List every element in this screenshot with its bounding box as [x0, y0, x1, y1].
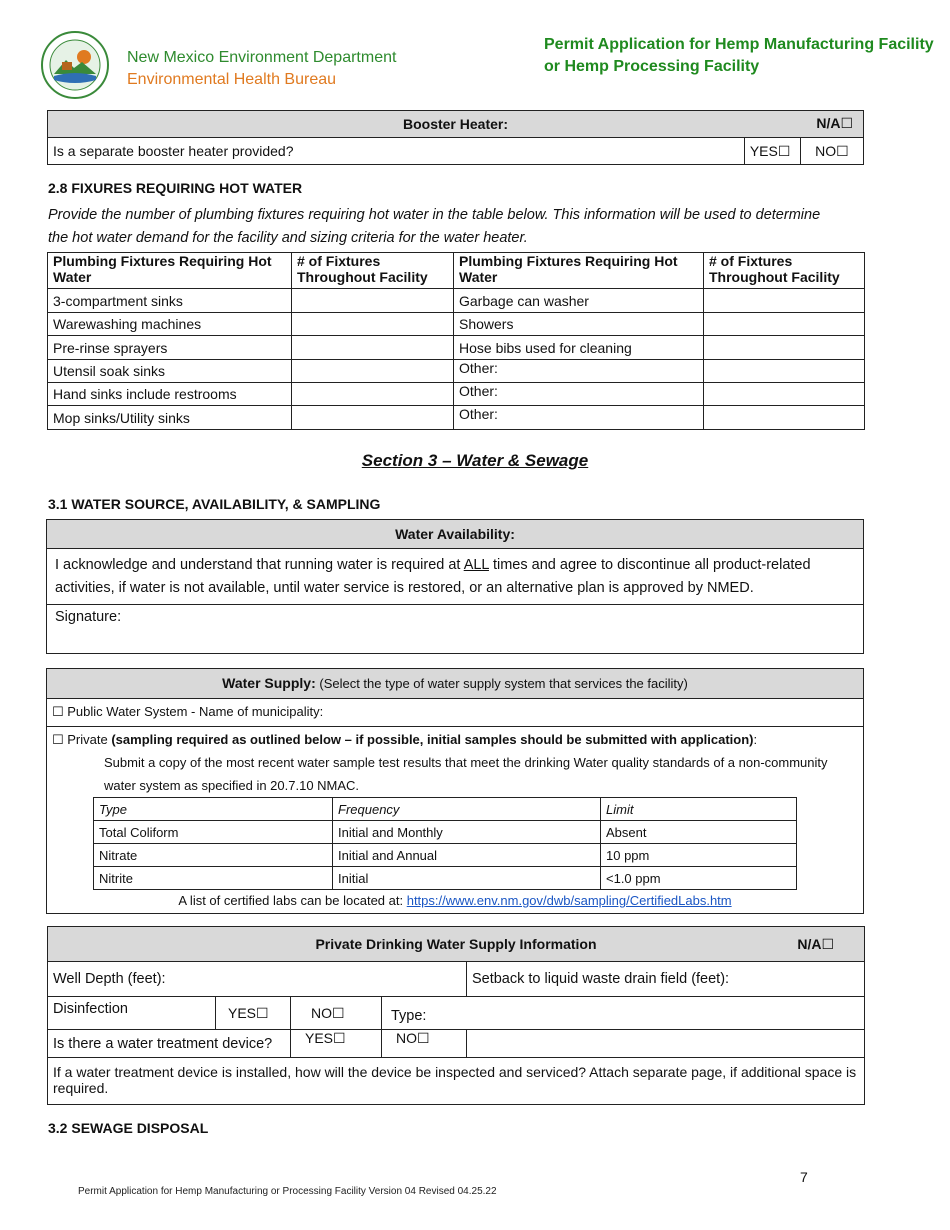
sampling-table: [93, 797, 797, 890]
table-row: [48, 289, 865, 313]
fixtures-col-header: Plumbing Fixtures Requiring Hot Water: [48, 253, 292, 289]
certified-labs-line: A list of certified labs can be located at: https://www.env.nm.gov/dwb/sampling/CertifiedLabs.htm: [178, 893, 732, 908]
fixture-label: Hand sinks include restrooms: [48, 383, 292, 406]
booster-question: Is a separate booster heater provided?: [48, 138, 745, 165]
sampling-limit: <1.0 ppm: [601, 867, 797, 890]
fixture-label: Garbage can washer: [454, 289, 704, 313]
org-name: New Mexico Environment Department: [127, 49, 397, 66]
sampling-frequency: Initial: [333, 867, 601, 890]
certified-labs-link[interactable]: https://www.env.nm.gov/dwb/sampling/CertifiedLabs.htm: [406, 893, 732, 908]
table-row: [48, 406, 865, 430]
booster-heater-header: [48, 111, 864, 138]
bureau-name: Environmental Health Bureau: [127, 71, 337, 88]
fixture-label: Hose bibs used for cleaning: [454, 336, 704, 360]
fixture-label: Other:: [454, 406, 704, 430]
fixture-count-input[interactable]: [292, 313, 454, 336]
sampling-type: Nitrite: [94, 867, 333, 890]
sampling-col-type: Type: [94, 798, 333, 821]
table-row: [48, 383, 865, 406]
disinfection-no-checkbox[interactable]: NO☐: [291, 997, 382, 1030]
fixtures-intro: Provide the number of plumbing fixtures requiring hot water in the table below. This information will be used to determine the hot water demand for the facility and sizing criteria for the water heater.: [48, 207, 821, 246]
nmed-logo: [40, 30, 110, 100]
disinfection-yes-checkbox[interactable]: YES☐: [216, 997, 291, 1030]
fixture-label: Other:: [454, 383, 704, 406]
fixture-label: 3-compartment sinks: [48, 289, 292, 313]
document-title: Permit Application for Hemp Manufacturing Facility or Hemp Processing Facility: [544, 36, 934, 75]
sampling-limit: Absent: [601, 821, 797, 844]
private-water-info-table: [47, 926, 865, 1105]
treatment-yes-checkbox[interactable]: YES☐: [291, 1030, 382, 1058]
sampling-frequency: Initial and Monthly: [333, 821, 601, 844]
sampling-col-frequency: Frequency: [333, 798, 601, 821]
signature-label: Signature:: [55, 609, 122, 625]
page-number: 7: [800, 1169, 808, 1185]
fixtures-count-col-header: # of Fixtures Throughout Facility: [292, 253, 454, 289]
table-row: [94, 821, 797, 844]
private-sampling-instructions: Submit a copy of the most recent water sample test results that meet the drinking Water quality standards of a non-community water system as specified in 20.7.10 NMAC.: [104, 755, 828, 793]
booster-na-checkbox[interactable]: N/A☐: [816, 115, 853, 131]
footer-text: Permit Application for Hemp Manufacturing or Processing Facility Version 04 Revised 04.25.22: [78, 1186, 497, 1197]
treatment-inspection-field[interactable]: If a water treatment device is installed, how will the device be inspected and serviced? Attach separate page, if additional space is required.: [48, 1058, 865, 1105]
private-water-option[interactable]: ☐ Private (sampling required as outlined below – if possible, initial samples should be submitted with application):: [52, 732, 758, 747]
fixture-label: Pre-rinse sprayers: [48, 336, 292, 360]
fixture-count-input[interactable]: [292, 360, 454, 383]
water-availability-table: [46, 519, 864, 654]
table-row: [48, 360, 865, 383]
treatment-blank: [466, 1030, 864, 1058]
treatment-device-question: Is there a water treatment device?: [48, 1030, 291, 1058]
fixture-label: Mop sinks/Utility sinks: [48, 406, 292, 430]
fixture-count-input[interactable]: [704, 360, 865, 383]
fixtures-table: [47, 252, 865, 430]
fixture-label: Other:: [454, 360, 704, 383]
public-water-system-option[interactable]: ☐ Public Water System - Name of municipality:: [47, 699, 863, 727]
booster-heater-title: Booster Heater:: [402, 116, 509, 132]
sampling-type: Total Coliform: [94, 821, 333, 844]
section-3-title: Section 3 – Water & Sewage: [361, 451, 589, 470]
well-depth-field[interactable]: Well Depth (feet):: [48, 962, 467, 997]
fixture-label: Warewashing machines: [48, 313, 292, 336]
fixture-label: Showers: [454, 313, 704, 336]
fixture-count-input[interactable]: [292, 289, 454, 313]
table-row: [94, 844, 797, 867]
signature-field[interactable]: [47, 605, 864, 654]
booster-yes-checkbox[interactable]: YES☐: [744, 138, 800, 165]
booster-heater-table: [47, 110, 864, 165]
fixture-count-input[interactable]: [704, 313, 865, 336]
water-supply-header: Water Supply: (Select the type of water supply system that services the facility): [47, 669, 863, 699]
fixtures-heading: 2.8 FIXURES REQUIRING HOT WATER: [48, 180, 303, 196]
water-supply-box: [46, 668, 864, 914]
table-row: [48, 313, 865, 336]
disinfection-label: Disinfection: [48, 997, 216, 1030]
private-water-info-header: [48, 927, 865, 962]
fixture-count-input[interactable]: [292, 406, 454, 430]
disinfection-type-field[interactable]: Type:: [382, 997, 865, 1030]
water-availability-title: Water Availability:: [47, 520, 864, 549]
fixture-count-input[interactable]: [704, 289, 865, 313]
section-3-1-heading: 3.1 WATER SOURCE, AVAILABILITY, & SAMPLING: [48, 496, 381, 512]
section-3-2-heading: 3.2 SEWAGE DISPOSAL: [48, 1120, 209, 1136]
sampling-type: Nitrate: [94, 844, 333, 867]
fixture-count-input[interactable]: [292, 383, 454, 406]
fixture-label: Utensil soak sinks: [48, 360, 292, 383]
setback-field[interactable]: Setback to liquid waste drain field (feet):: [466, 962, 864, 997]
private-water-info-title: Private Drinking Water Supply Information: [315, 936, 597, 952]
sampling-limit: 10 ppm: [601, 844, 797, 867]
table-row: [94, 867, 797, 890]
fixture-count-input[interactable]: [704, 383, 865, 406]
fixture-count-input[interactable]: [704, 406, 865, 430]
water-availability-statement: I acknowledge and understand that running water is required at ALL times and agree to discontinue all product-related activities, if water is not available, until water service is restored, or an alternative plan is approved by NMED.: [47, 549, 864, 605]
sampling-col-limit: Limit: [601, 798, 797, 821]
water-supply-title: Water Supply:: [222, 675, 316, 691]
table-row: [48, 336, 865, 360]
booster-no-checkbox[interactable]: NO☐: [800, 138, 863, 165]
treatment-no-checkbox[interactable]: NO☐: [382, 1030, 467, 1058]
fixtures-col-header-2: Plumbing Fixtures Requiring Hot Water: [454, 253, 704, 289]
fixture-count-input[interactable]: [704, 336, 865, 360]
sampling-frequency: Initial and Annual: [333, 844, 601, 867]
fixture-count-input[interactable]: [292, 336, 454, 360]
private-info-na-checkbox[interactable]: N/A☐: [797, 936, 834, 952]
fixtures-count-col-header-2: # of Fixtures Throughout Facility: [704, 253, 865, 289]
